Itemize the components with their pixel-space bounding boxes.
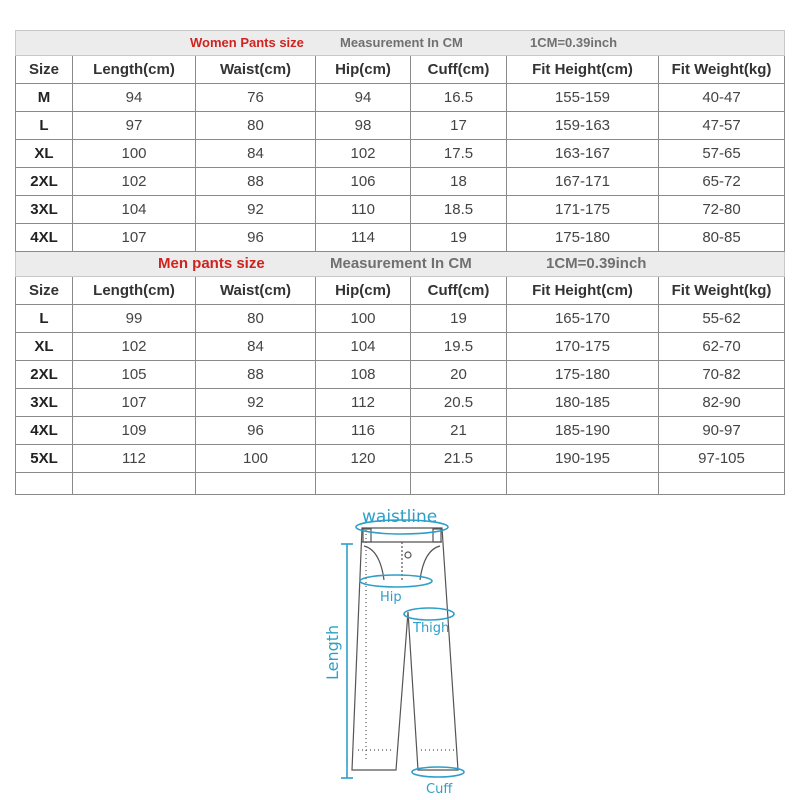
women-value-cell: 72-80 bbox=[659, 196, 785, 224]
men-header-cell: Length(cm) bbox=[73, 277, 196, 305]
women-table-row bbox=[16, 140, 785, 168]
men-size-cell: XL bbox=[16, 333, 73, 361]
men-size-cell: 4XL bbox=[16, 417, 73, 445]
men-chart-title: Men pants size bbox=[158, 255, 265, 272]
women-value-cell: 96 bbox=[196, 224, 316, 252]
men-measurement-label: Measurement In CM bbox=[330, 255, 472, 272]
men-header-row bbox=[16, 277, 785, 305]
men-value-cell: 120 bbox=[316, 445, 411, 473]
women-value-cell: 97 bbox=[73, 112, 196, 140]
men-header-cell: Fit Weight(kg) bbox=[659, 277, 785, 305]
women-value-cell: 80-85 bbox=[659, 224, 785, 252]
men-value-cell: 88 bbox=[196, 361, 316, 389]
women-value-cell: 65-72 bbox=[659, 168, 785, 196]
women-value-cell: 159-163 bbox=[507, 112, 659, 140]
women-value-cell: 107 bbox=[73, 224, 196, 252]
women-header-cell: Fit Height(cm) bbox=[507, 56, 659, 84]
women-size-cell: 4XL bbox=[16, 224, 73, 252]
men-header-cell: Hip(cm) bbox=[316, 277, 411, 305]
men-value-cell: 97-105 bbox=[659, 445, 785, 473]
men-value-cell: 109 bbox=[73, 417, 196, 445]
men-table-row bbox=[16, 417, 785, 445]
women-value-cell: 98 bbox=[316, 112, 411, 140]
women-value-cell: 88 bbox=[196, 168, 316, 196]
women-table-row bbox=[16, 196, 785, 224]
men-value-cell: 190-195 bbox=[507, 445, 659, 473]
empty-row bbox=[16, 473, 785, 495]
women-header-cell: Size bbox=[16, 56, 73, 84]
women-value-cell: 57-65 bbox=[659, 140, 785, 168]
pants-measurement-diagram bbox=[300, 500, 500, 800]
men-value-cell: 70-82 bbox=[659, 361, 785, 389]
hip-guide bbox=[360, 575, 432, 587]
women-value-cell: 80 bbox=[196, 112, 316, 140]
waistline-label: waistline bbox=[362, 507, 438, 527]
women-value-cell: 76 bbox=[196, 84, 316, 112]
men-value-cell: 21.5 bbox=[411, 445, 507, 473]
men-value-cell: 112 bbox=[316, 389, 411, 417]
women-value-cell: 94 bbox=[316, 84, 411, 112]
men-size-cell: 3XL bbox=[16, 389, 73, 417]
men-value-cell: 180-185 bbox=[507, 389, 659, 417]
women-measurement-label: Measurement In CM bbox=[340, 35, 463, 50]
hip-label: Hip bbox=[380, 590, 402, 605]
women-size-cell: XL bbox=[16, 140, 73, 168]
men-value-cell: 108 bbox=[316, 361, 411, 389]
women-value-cell: 92 bbox=[196, 196, 316, 224]
cuff-label: Cuff bbox=[426, 782, 453, 797]
men-size-cell: 2XL bbox=[16, 361, 73, 389]
women-header-cell: Waist(cm) bbox=[196, 56, 316, 84]
men-value-cell: 104 bbox=[316, 333, 411, 361]
men-value-cell: 112 bbox=[73, 445, 196, 473]
men-table-row bbox=[16, 305, 785, 333]
men-size-cell: L bbox=[16, 305, 73, 333]
men-value-cell: 105 bbox=[73, 361, 196, 389]
men-value-cell: 20 bbox=[411, 361, 507, 389]
women-value-cell: 100 bbox=[73, 140, 196, 168]
women-size-cell: L bbox=[16, 112, 73, 140]
women-table-row bbox=[16, 168, 785, 196]
women-table-row bbox=[16, 84, 785, 112]
women-value-cell: 167-171 bbox=[507, 168, 659, 196]
women-value-cell: 110 bbox=[316, 196, 411, 224]
men-header-cell: Fit Height(cm) bbox=[507, 277, 659, 305]
men-value-cell: 102 bbox=[73, 333, 196, 361]
men-value-cell: 175-180 bbox=[507, 361, 659, 389]
cuff-guide bbox=[412, 767, 464, 777]
women-value-cell: 84 bbox=[196, 140, 316, 168]
women-header-cell: Length(cm) bbox=[73, 56, 196, 84]
men-value-cell: 84 bbox=[196, 333, 316, 361]
women-value-cell: 102 bbox=[316, 140, 411, 168]
thigh-label: Thigh bbox=[413, 621, 450, 636]
women-value-cell: 155-159 bbox=[507, 84, 659, 112]
women-conversion-label: 1CM=0.39inch bbox=[530, 35, 618, 50]
men-table-row bbox=[16, 389, 785, 417]
women-value-cell: 19 bbox=[411, 224, 507, 252]
women-chart-title: Women Pants size bbox=[190, 35, 304, 50]
women-value-cell: 18 bbox=[411, 168, 507, 196]
women-value-cell: 94 bbox=[73, 84, 196, 112]
men-header-cell: Size bbox=[16, 277, 73, 305]
women-header-row bbox=[16, 56, 785, 84]
men-value-cell: 20.5 bbox=[411, 389, 507, 417]
size-chart-table bbox=[15, 30, 785, 495]
men-value-cell: 90-97 bbox=[659, 417, 785, 445]
women-value-cell: 106 bbox=[316, 168, 411, 196]
men-value-cell: 62-70 bbox=[659, 333, 785, 361]
men-header-cell: Cuff(cm) bbox=[411, 277, 507, 305]
women-value-cell: 102 bbox=[73, 168, 196, 196]
women-value-cell: 175-180 bbox=[507, 224, 659, 252]
men-header-cell: Waist(cm) bbox=[196, 277, 316, 305]
women-header-cell: Fit Weight(kg) bbox=[659, 56, 785, 84]
length-label: Length bbox=[323, 624, 342, 680]
men-value-cell: 80 bbox=[196, 305, 316, 333]
men-value-cell: 19 bbox=[411, 305, 507, 333]
women-value-cell: 16.5 bbox=[411, 84, 507, 112]
women-value-cell: 40-47 bbox=[659, 84, 785, 112]
women-value-cell: 17.5 bbox=[411, 140, 507, 168]
men-value-cell: 21 bbox=[411, 417, 507, 445]
men-value-cell: 55-62 bbox=[659, 305, 785, 333]
men-table-row bbox=[16, 333, 785, 361]
women-title-row bbox=[16, 31, 785, 56]
men-value-cell: 165-170 bbox=[507, 305, 659, 333]
men-value-cell: 82-90 bbox=[659, 389, 785, 417]
thigh-guide bbox=[404, 608, 454, 620]
men-value-cell: 92 bbox=[196, 389, 316, 417]
women-value-cell: 171-175 bbox=[507, 196, 659, 224]
women-header-cell: Hip(cm) bbox=[316, 56, 411, 84]
women-value-cell: 17 bbox=[411, 112, 507, 140]
men-value-cell: 96 bbox=[196, 417, 316, 445]
men-table-row bbox=[16, 361, 785, 389]
men-value-cell: 100 bbox=[316, 305, 411, 333]
women-value-cell: 163-167 bbox=[507, 140, 659, 168]
women-table-row bbox=[16, 224, 785, 252]
men-size-cell: 5XL bbox=[16, 445, 73, 473]
women-size-cell: 3XL bbox=[16, 196, 73, 224]
women-value-cell: 114 bbox=[316, 224, 411, 252]
men-value-cell: 100 bbox=[196, 445, 316, 473]
women-table-row bbox=[16, 112, 785, 140]
women-size-cell: M bbox=[16, 84, 73, 112]
men-title-row bbox=[16, 252, 785, 277]
women-size-cell: 2XL bbox=[16, 168, 73, 196]
men-value-cell: 170-175 bbox=[507, 333, 659, 361]
men-value-cell: 99 bbox=[73, 305, 196, 333]
men-value-cell: 116 bbox=[316, 417, 411, 445]
women-header-cell: Cuff(cm) bbox=[411, 56, 507, 84]
women-value-cell: 104 bbox=[73, 196, 196, 224]
men-table-row bbox=[16, 445, 785, 473]
women-value-cell: 47-57 bbox=[659, 112, 785, 140]
men-conversion-label: 1CM=0.39inch bbox=[546, 255, 647, 272]
men-value-cell: 185-190 bbox=[507, 417, 659, 445]
women-value-cell: 18.5 bbox=[411, 196, 507, 224]
men-value-cell: 19.5 bbox=[411, 333, 507, 361]
pants-outline bbox=[352, 528, 458, 770]
men-value-cell: 107 bbox=[73, 389, 196, 417]
